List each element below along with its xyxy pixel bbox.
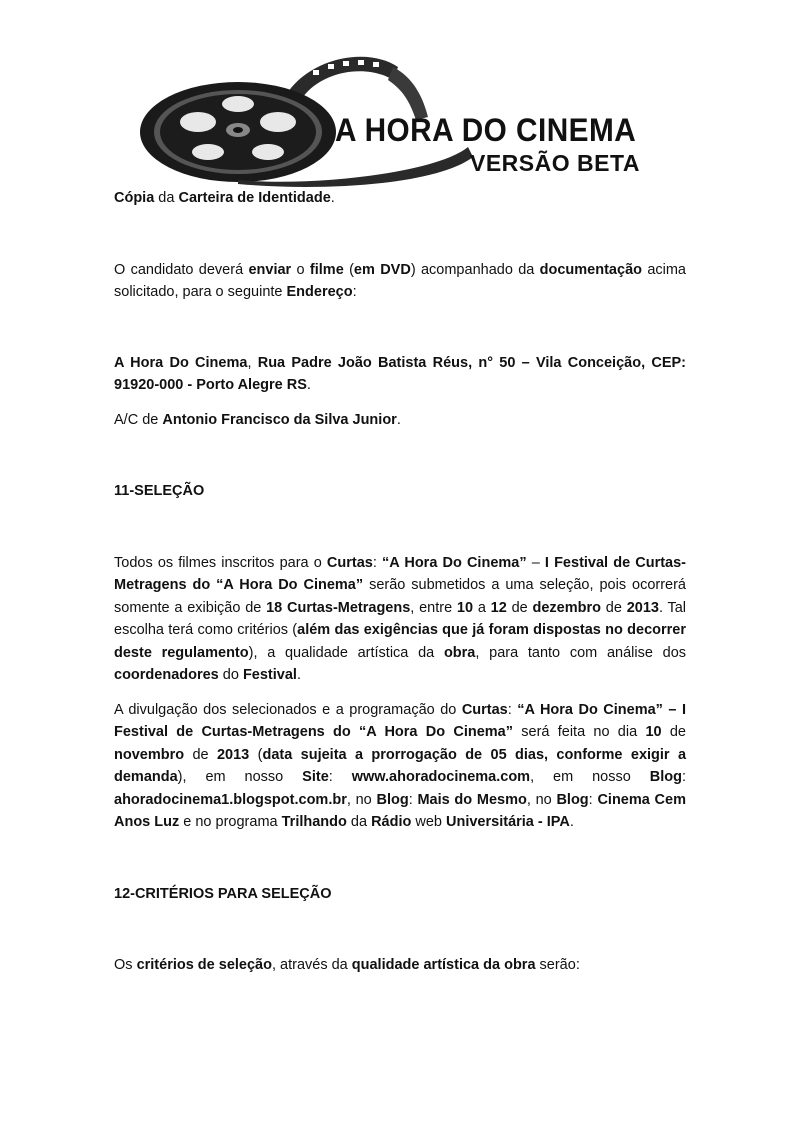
text: .: [306, 377, 311, 393]
text: A/C de: [114, 411, 163, 428]
text-bold: 18 Curtas-Metragens: [266, 599, 411, 616]
text: ), a qualidade artística da: [248, 644, 444, 661]
text: (: [343, 261, 354, 278]
heading-text: 11-SELEÇÃO: [114, 483, 205, 499]
paragraph-criteria: [114, 954, 686, 977]
text: .: [569, 814, 574, 830]
logo-subtitle: VERSÃO BETA: [470, 150, 640, 176]
text-bold: novembro: [114, 746, 185, 763]
text: , no: [346, 791, 377, 808]
text-bold: “A Hora Do Cinema” – I Festival de Curtas-Metragens do “A Hora Do Cinema”: [114, 701, 686, 740]
text: :: [507, 701, 518, 718]
text: serão:: [535, 957, 580, 973]
text-bold: filme: [309, 261, 344, 278]
text-bold: Curtas: [326, 554, 373, 571]
text: :: [328, 769, 352, 785]
text-bold: Carteira de Identidade: [178, 190, 331, 206]
text-bold: 10: [645, 724, 662, 740]
text-bold: dezembro: [532, 599, 601, 616]
paragraph-identity: [114, 187, 686, 210]
text: da: [154, 190, 179, 206]
logo-title: A HORA DO CINEMA: [335, 112, 637, 148]
text-bold: I Festival de Curtas-Metragens do “A Hora Do Cinema”: [114, 554, 687, 593]
text: (: [249, 746, 263, 763]
paragraph-attention: [114, 409, 686, 432]
text-bold: além das exigências que já foram dispostas no decorrer deste regulamento: [114, 622, 686, 661]
text: web: [411, 814, 447, 830]
text-bold: Trilhando: [281, 814, 347, 830]
text: .: [396, 411, 401, 428]
paragraph-address: [114, 352, 686, 397]
text-bold: Curtas: [461, 701, 508, 718]
text-bold: qualidade artística da obra: [351, 957, 536, 973]
text: serão submetidos a uma seleção, pois ocorrerá somente a exibição de: [114, 577, 686, 616]
text-bold: A Hora Do Cinema: [114, 354, 248, 371]
paragraph-send-film: [114, 259, 686, 304]
heading-selection: [114, 480, 686, 503]
text-bold: em DVD: [353, 261, 411, 278]
text-bold: 10: [456, 599, 474, 616]
document-body: [114, 187, 686, 977]
text: :: [588, 791, 598, 808]
text-bold: Blog: [556, 791, 589, 808]
text-bold: Universitária - IPA: [446, 814, 570, 830]
text: ,: [247, 354, 258, 371]
text-bold: coordenadores: [114, 667, 219, 683]
text-bold: Rua Padre João Batista Réus, n° 50 – Vila Conceição, CEP: 91920-000 - Porto Alegre RS: [114, 354, 686, 393]
text-bold: documentação: [539, 261, 642, 278]
text: .: [296, 667, 301, 683]
text: da: [346, 814, 372, 830]
text: a: [473, 599, 491, 616]
blog-link[interactable]: ahoradocinema1.blogspot.com.br: [114, 791, 347, 808]
text-bold: 2013: [216, 746, 250, 763]
text: :: [372, 554, 383, 571]
text: , entre: [410, 599, 457, 616]
text: :: [352, 284, 357, 300]
text: de: [601, 599, 627, 616]
text: :: [408, 791, 418, 808]
text-bold: Festival: [242, 667, 297, 683]
text: O candidato deverá: [114, 261, 249, 278]
text: . Tal escolha terá como critérios (: [114, 599, 687, 638]
paragraph-announcement: [114, 699, 686, 834]
text-bold: Blog: [649, 769, 682, 785]
text-bold: enviar: [248, 261, 292, 278]
text: A divulgação dos selecionados e a programação do: [114, 701, 462, 718]
heading-text: 12-CRITÉRIOS PARA SELEÇÃO: [114, 885, 332, 902]
text-bold: Mais do Mesmo: [417, 791, 527, 808]
text: , no: [526, 791, 557, 808]
text: de: [661, 724, 686, 740]
text: –: [526, 554, 545, 571]
text: será feita no dia: [512, 724, 646, 740]
text: Os: [114, 957, 137, 973]
text: do: [218, 667, 243, 683]
text: o: [291, 261, 310, 278]
text-bold: Cópia: [114, 190, 155, 206]
website-link[interactable]: www.ahoradocinema.com: [351, 769, 531, 785]
text: acima solicitado, para o seguinte: [114, 261, 686, 300]
text: de: [506, 599, 533, 616]
heading-criteria: [114, 883, 686, 906]
text-bold: Blog: [376, 791, 409, 808]
text-bold: Rádio: [371, 814, 412, 830]
text-bold: Antonio Francisco da Silva Junior: [162, 411, 397, 428]
text: , para tanto com análise dos: [475, 644, 687, 661]
text: ) acompanhado da: [410, 261, 540, 278]
text-bold: “A Hora Do Cinema”: [382, 554, 527, 571]
text: ), em nosso: [177, 769, 303, 785]
text-bold: Endereço: [286, 284, 353, 300]
text: , em nosso: [530, 769, 650, 785]
text-bold: data sujeita a prorrogação de 05 dias, conforme exigir a demanda: [114, 746, 687, 785]
text-bold: critérios de seleção: [136, 957, 272, 973]
text: Todos os filmes inscritos para o: [114, 554, 327, 571]
text-bold: Cinema Cem Anos Luz: [114, 791, 686, 830]
text: .: [330, 190, 335, 206]
text: , através da: [271, 957, 352, 973]
paragraph-selection: [114, 552, 686, 687]
text: :: [681, 769, 686, 785]
text: e no programa: [179, 814, 282, 830]
text: de: [184, 746, 217, 763]
text-bold: 2013: [626, 599, 659, 616]
text-bold: Site: [302, 769, 329, 785]
text-bold: obra: [443, 644, 476, 661]
text-bold: 12: [490, 599, 507, 616]
